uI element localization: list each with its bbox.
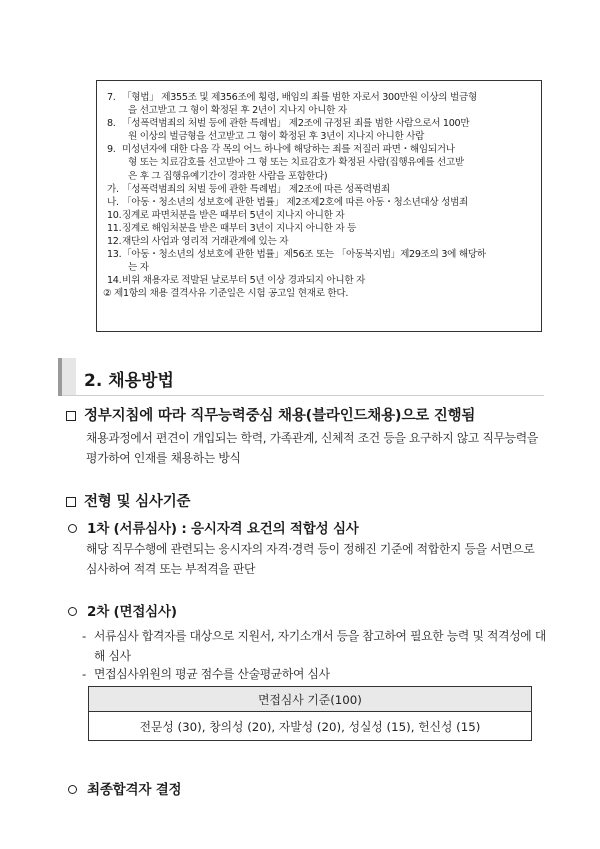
criteria-item-9-na: 나. 「아동・청소년의 성보호에 관한 법률」 제2조제2호에 따른 아동・청소년대상 성범죄 [107,196,469,208]
section-underline [62,395,544,396]
interview-criteria-table [88,686,532,741]
criteria-item-10: 10. 징계로 파면처분을 받은 때부터 5년이 지나지 아니한 자 [107,209,345,221]
criteria-item-12: 12. 재단의 사업과 영리적 거래관계에 있는 자 [107,236,289,248]
circle-bullet-icon [68,785,77,794]
stage2-heading: 2차 (면접심사) [68,600,177,620]
criteria-item-14: 14. 비위 채용자로 적발된 날로부터 5년 이상 경과되지 아니한 자 [107,275,366,287]
criteria-item-13: 13. 「아동・청소년의 성보호에 관한 법률」제56조 또는 「아동복지법」제29조의 3에 해당하 는 자 [107,249,486,274]
circle-bullet-icon [68,607,77,616]
circle-bullet-icon [68,524,77,533]
square-bullet-icon [66,497,76,507]
screening-heading: 전형 및 심사기준 [66,490,190,511]
blind-hiring-heading: 정부지침에 따라 직무능력중심 채용(블라인드채용)으로 진행됨 [66,404,475,425]
section-header [58,358,544,396]
criteria-item-8: 8. 「성폭력범죄의 처벌 등에 관한 특례법」 제2조에 규정된 죄를 범한 사람으로서 100만 원 이상의 벌금형을 선고받고 그 형이 확정된 후 3년이 지나지 아니한 사람 [107,118,470,143]
square-bullet-icon [66,411,76,421]
criteria-item-11: 11. 징계로 해임처분을 받은 때부터 3년이 지나지 아니한 자 등 [107,222,357,234]
dash-bullet: - [82,667,86,681]
criteria-item-9: 9. 미성년자에 대한 다음 각 목의 어느 하나에 해당하는 죄를 저질러 파면・해임되거나 형 또는 치료감호를 선고받아 그 형 또는 치료감호가 확정된 사람(집행유예를 선고받 은 후 그 집행유예기간이 경과한 사람을 포함한다) [107,144,464,182]
section-title: 2. 채용방법 [84,371,174,391]
stage2-item-2: - 면접심사위원의 평균 점수를 산술평균하여 심사 [82,664,552,684]
disqualification-criteria-box [96,80,542,332]
stage1-description: 해당 직무수행에 관련되는 응시자의 자격·경력 등이 정해진 기준에 적합한지 등을 서면으로 심사하여 적격 또는 부적격을 판단 [86,542,535,576]
dash-bullet: - [82,629,86,643]
blind-hiring-description: 채용과정에서 편견이 개입되는 학력, 가족관계, 신체적 조건 등을 요구하지 않고 직무능력을 평가하여 인재를 채용하는 방식 [86,431,538,465]
final-decision-heading: 최종합격자 결정 [68,778,181,798]
stage1-heading: 1차 (서류심사) : 응시자격 요건의 적합성 심사 [68,517,359,537]
criteria-footnote: ② 제1항의 채용 결격사유 기준일은 시험 공고일 현재로 한다. [103,288,349,300]
table-cell: 전문성 (30), 창의성 (20), 자발성 (20), 성실성 (15), 헌신성 (15) [89,712,532,741]
criteria-item-7: 7. 「형법」 제355조 및 제356조에 횡령, 배임의 죄를 범한 자로서 300만원 이상의 벌금형 을 선고받고 그 형이 확정된 후 2년이 지나지 아니한 자 [107,92,477,117]
criteria-item-9-ga: 가. 「성폭력범죄의 처벌 등에 관한 특례법」 제2조에 따른 성폭력범죄 [107,183,390,195]
stage2-item-1: - 서류심사 합격자를 대상으로 지원서, 자기소개서 등을 참고하여 필요한 능력 및 적격성에 대해 심사 [82,626,552,666]
table-header: 면접심사 기준(100) [89,687,532,712]
section-accent-band [62,358,76,396]
